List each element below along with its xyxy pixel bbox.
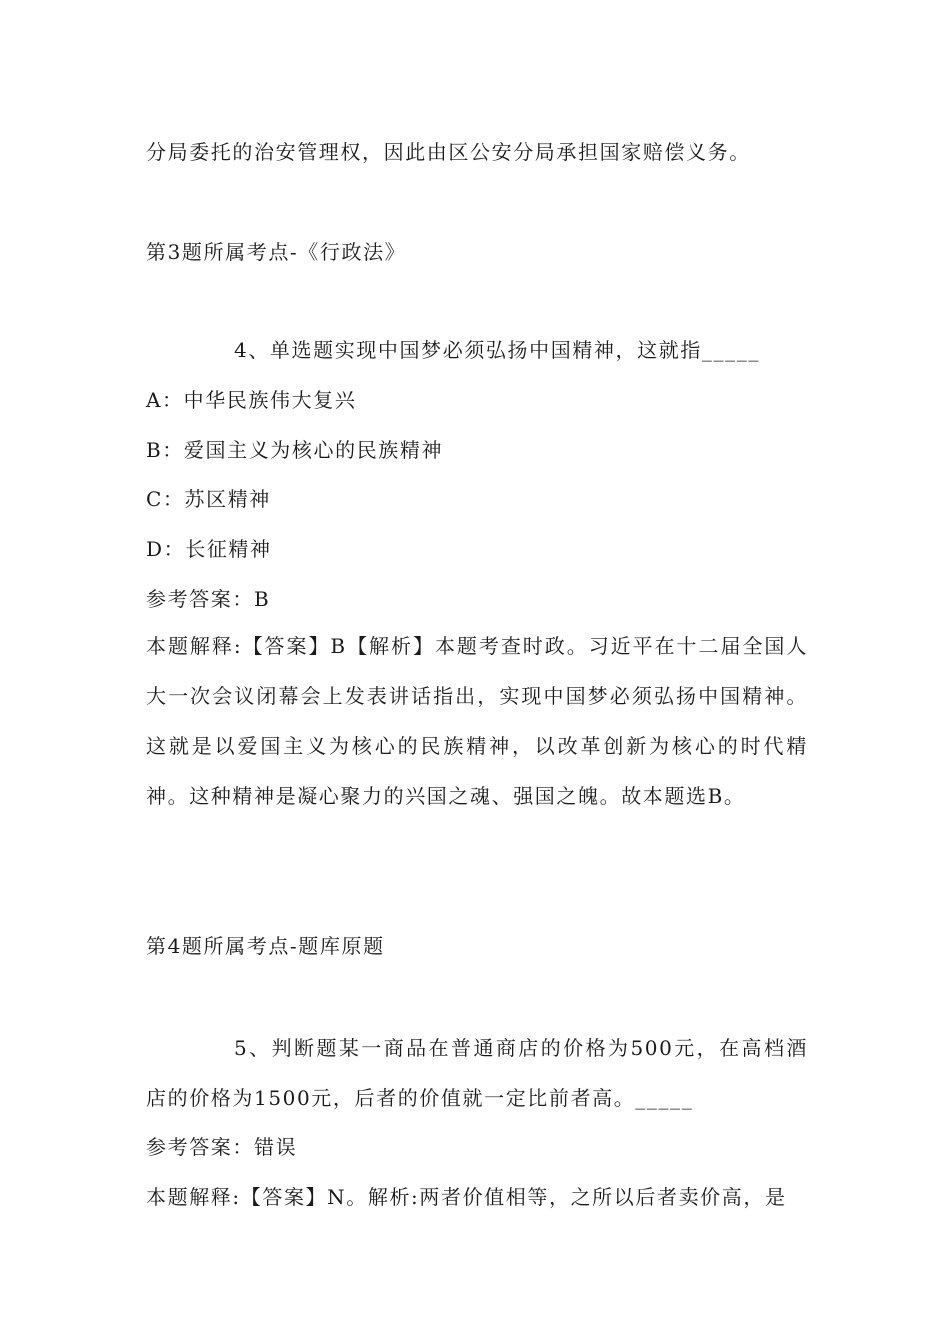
q4-stem: 4、单选题实现中国梦必须弘扬中国精神，这就指_____ bbox=[234, 338, 760, 362]
q4-topic-label: 第4题所属考点-题库原题 bbox=[146, 934, 385, 958]
q4-option-a: A：中华民族伟大复兴 bbox=[146, 388, 357, 412]
q4-option-c: C：苏区精神 bbox=[146, 487, 271, 511]
q5-answer: 参考答案：错误 bbox=[146, 1135, 298, 1159]
q4-explanation: 本题解释:【答案】B【解析】本题考查时政。习近平在十二届全国人大一次会议闭幕会上发表讲话指出，实现中国梦必须弘扬中国精神。这就是以爱国主义为核心的民族精神，以改革创新为核心的时代精神。这种精神是凝心聚力的兴国之魂、强国之魄。故本题选B。 bbox=[146, 634, 808, 808]
continued-explanation-text: 分局委托的治安管理权，因此由区公安分局承担国家赔偿义务。 bbox=[146, 140, 751, 164]
q5-explanation: 本题解释:【答案】N。解析:两者价值相等，之所以后者卖价高，是 bbox=[146, 1185, 787, 1209]
q5-stem: 5、判断题某一商品在普通商店的价格为500元，在高档酒店的价格为1500元，后者的价值就一定比前者高。_____ bbox=[146, 1036, 808, 1110]
q4-option-b: B：爱国主义为核心的民族精神 bbox=[146, 438, 444, 462]
q4-option-d: D：长征精神 bbox=[146, 537, 272, 561]
q3-topic-label: 第3题所属考点-《行政法》 bbox=[146, 240, 407, 264]
q4-answer: 参考答案：B bbox=[146, 587, 271, 611]
